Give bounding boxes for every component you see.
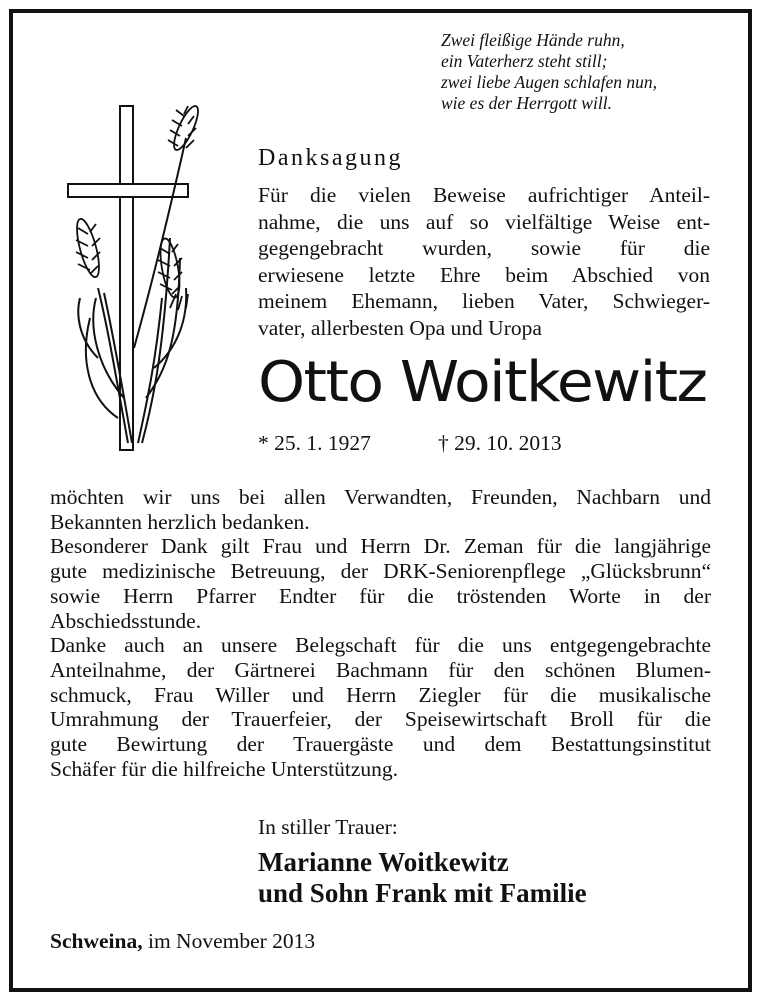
death-date: † 29. 10. 2013: [438, 431, 562, 455]
poem-line: wie es der Herrgott will.: [441, 93, 612, 113]
intro-paragraph: [258, 182, 710, 341]
poem: [441, 30, 741, 114]
body-line: gute medizinische Betreuung, der DRK-Seniorenpflege „Glücksbrunn“: [50, 559, 711, 584]
deceased-name: Otto Woitkewitz: [258, 350, 707, 415]
family-line: Marianne Woitkewitz: [258, 847, 509, 877]
intro-line: meinem Ehemann, lieben Vater, Schwieger-: [258, 289, 710, 313]
body-paragraph: [50, 485, 711, 781]
body-line: Bekannten herzlich bedanken.: [50, 509, 310, 534]
intro-line: Für die vielen Beweise aufrichtiger Anteil-: [258, 183, 710, 207]
poem-line: zwei liebe Augen schlafen nun,: [441, 72, 657, 92]
intro-line: gegengebracht wurden, sowie für die: [258, 236, 710, 260]
poem-line: Zwei fleißige Hände ruhn,: [441, 30, 625, 50]
cross-with-wheat-icon: [58, 98, 218, 458]
place: Schweina,: [50, 929, 143, 953]
heading: Danksagung: [258, 145, 403, 171]
body-line: Anteilnahme, der Gärtnerei Bachmann für den schönen Blumen-: [50, 657, 711, 682]
body-line: möchten wir uns bei allen Verwandten, Freunden, Nachbarn und: [50, 485, 711, 509]
body-line: Danke auch an unsere Belegschaft für die uns entgegengebrachte: [50, 633, 711, 658]
body-line: schmuck, Frau Willer und Herrn Ziegler für die musikalische: [50, 682, 711, 707]
poem-line: ein Vaterherz steht still;: [441, 51, 608, 71]
body-line: Abschiedsstunde.: [50, 608, 202, 633]
birth-date: * 25. 1. 1927: [258, 431, 371, 455]
body-line: gute Bewirtung der Trauergäste und dem Bestattungsinstitut: [50, 732, 711, 757]
family-line: und Sohn Frank mit Familie: [258, 878, 587, 908]
intro-line: vater, allerbesten Opa und Uropa: [258, 315, 542, 340]
body-line: sowie Herrn Pfarrer Endter für die tröstenden Worte in der: [50, 583, 711, 608]
body-line: Schäfer für die hilfreiche Unterstützung.: [50, 756, 399, 781]
body-line: Umrahmung der Trauerfeier, der Speisewirtschaft Broll für die: [50, 707, 711, 732]
mourning-label: In stiller Trauer:: [258, 815, 398, 839]
intro-line: erwiesene letzte Ehre beim Abschied von: [258, 262, 710, 287]
family-signature: [258, 847, 587, 909]
place-and-date: [50, 929, 315, 954]
body-line: Besonderer Dank gilt Frau und Herrn Dr. Zeman für die langjährige: [50, 534, 711, 559]
intro-line: nahme, die uns auf so vielfältige Weise ent-: [258, 209, 710, 234]
date: im November 2013: [142, 929, 316, 953]
